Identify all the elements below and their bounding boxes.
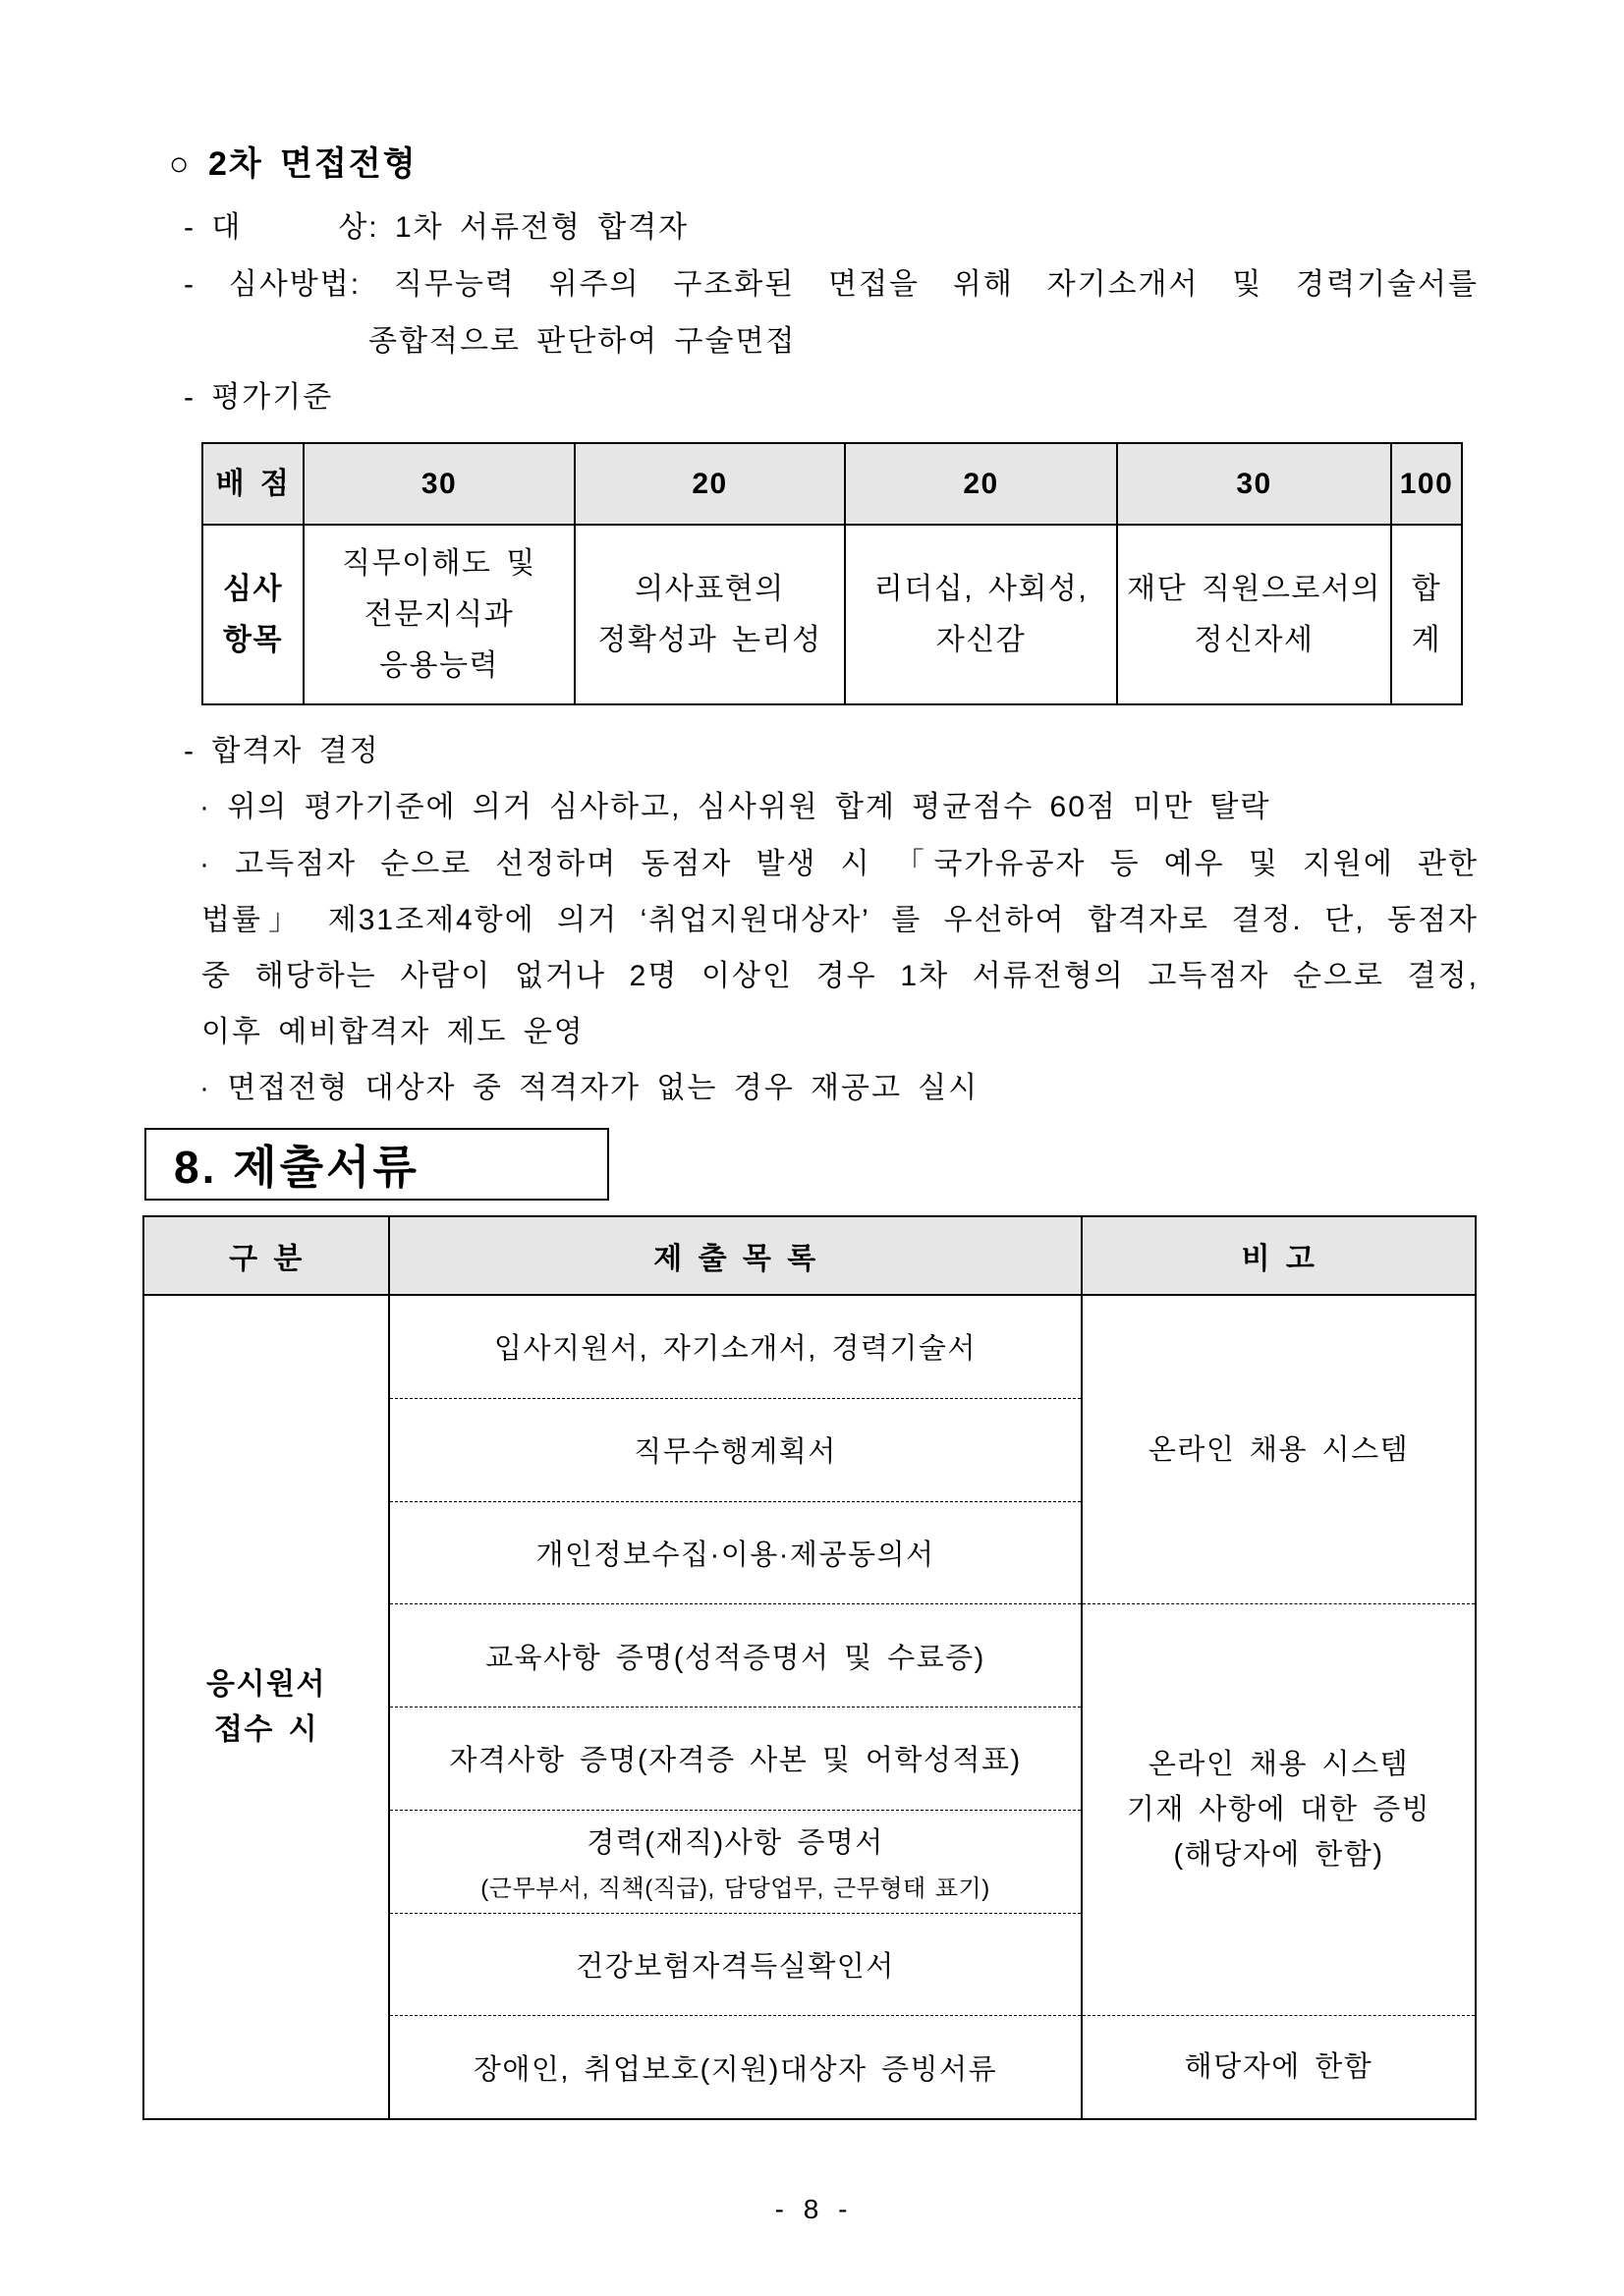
submit-document-row: 입사지원서, 자기소개서, 경력기술서 [390, 1296, 1081, 1399]
score-criterion-cell: 리더십, 사회성, 자신감 [846, 526, 1118, 703]
score-table-header-row [203, 444, 1461, 526]
score-total-cell: 합 계 [1411, 572, 1442, 656]
section-title-submit-box [144, 1128, 609, 1201]
decision-bullet-line: · 면접전형 대상자 중 적격자가 없는 경우 재공고 실시 [199, 1072, 980, 1104]
submit-table-header-row [144, 1217, 1475, 1296]
decision-bullet-continuation-line: 이후 예비합격자 제도 운영 [201, 1016, 585, 1048]
score-header-label: 배 점 [203, 444, 305, 524]
score-criterion-cell: 의사표현의 정확성과 논리성 [576, 526, 846, 703]
page-number: - 8 - [774, 2194, 850, 2224]
interview-method-line: - 심사방법: 직무능력 위주의 구조화된 면접을 위해 자기소개서 및 경력기술서를 [184, 268, 1479, 301]
submit-header-documents: 제 출 목 록 [390, 1217, 1083, 1294]
interview-method-continuation-line: 종합적으로 판단하여 구술면접 [368, 325, 797, 358]
score-criterion-cell: 직무이해도 및 전문지식과 응용능력 [305, 526, 576, 703]
submit-documents-column [390, 1296, 1083, 2118]
score-point-cell: 20 [846, 444, 1118, 524]
submit-header-remarks: 비 고 [1241, 1243, 1316, 1275]
interview-target-line: - 대 상: 1차 서류전형 합격자 [184, 211, 690, 244]
submit-remark-cell: 온라인 채용 시스템 [1083, 1296, 1475, 1604]
score-point-cell: 30 [1118, 444, 1392, 524]
decision-bullet-continuation-line: 법률」 제31조제4항에 의거 ‘취업지원대상자’ 를 우선하여 합격자로 결정. 단, 동점자 [201, 904, 1479, 936]
decision-bullet-continuation-line: 중 해당하는 사람이 없거나 2명 이상인 경우 1차 서류전형의 고득점자 순으로 결정, [201, 960, 1479, 992]
section-title-interview: ○ 2차 면접전형 [169, 145, 418, 183]
decision-title-line: - 합격자 결정 [184, 735, 380, 767]
submit-document-row: 건강보험자격득실확인서 [390, 1914, 1081, 2017]
section-title-submit: 8. 제출서류 [174, 1142, 420, 1193]
submit-document-row: 직무수행계획서 [390, 1399, 1081, 1502]
submit-document-row: 교육사항 증명(성적증명서 및 수료증) [390, 1604, 1081, 1708]
score-row-header: 심사 항목 [203, 526, 305, 703]
score-table [201, 442, 1463, 705]
score-point-cell: 30 [305, 444, 576, 524]
submit-remarks-column [1083, 1296, 1475, 2118]
interview-criteria-line: - 평가기준 [184, 381, 334, 414]
submit-document-row-subtext: (근무부서, 직책(직급), 담당업무, 근무형태 표기) [480, 1875, 990, 1902]
score-criterion-cell: 재단 직원으로서의 정신자세 [1118, 526, 1392, 703]
submit-table [142, 1215, 1477, 2120]
submit-category-cell: 응시원서 접수 시 [144, 1296, 390, 2118]
submit-remark-cell: 해당자에 한함 [1184, 2050, 1373, 2083]
submit-table-body [144, 1296, 1475, 2118]
decision-bullet-line: · 위의 평가기준에 의거 심사하고, 심사위원 합계 평균점수 60점 미만 탈락 [199, 791, 1271, 823]
submit-header-category: 구 분 [144, 1217, 390, 1294]
submit-document-row: 자격사항 증명(자격증 사본 및 어학성적표) [390, 1708, 1081, 1811]
submit-document-row: 장애인, 취업보호(지원)대상자 증빙서류 [473, 2053, 998, 2086]
submit-document-row: 경력(재직)사항 증명서 (근무부서, 직책(직급), 담당업무, 근무형태 표기) [390, 1811, 1081, 1914]
submit-remark-cell: 온라인 채용 시스템 기재 사항에 대한 증빙 (해당자에 한함) [1083, 1604, 1475, 2016]
score-point-total-cell: 100 [1399, 467, 1454, 500]
score-table-body-row [203, 526, 1461, 703]
decision-bullet-line: · 고득점자 순으로 선정하며 동점자 발생 시 「국가유공자 등 예우 및 지원에 관한 [199, 848, 1479, 880]
submit-document-row: 개인정보수집·이용·제공동의서 [390, 1502, 1081, 1605]
score-point-cell: 20 [576, 444, 846, 524]
